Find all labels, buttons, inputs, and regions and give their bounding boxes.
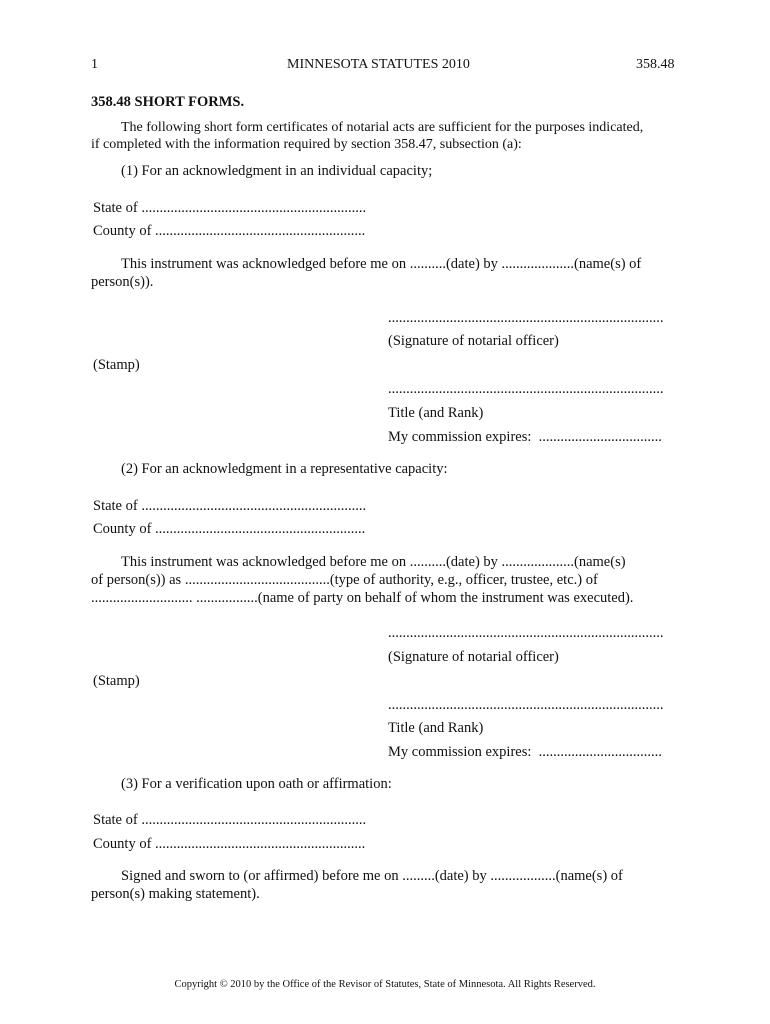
form1-title-label: Title (and Rank) [388,405,484,421]
form3-county-line: County of .......................................................... [93,836,366,852]
form2-state-line: State of .............................................................. [93,498,367,514]
section-number: 358.48 [636,57,675,72]
form3-body-line-1: Signed and sworn to (or affirmed) before me on .........(date) by ..................(name(s) of [121,868,623,884]
form2-commission-expires: My commission expires: .................................. [388,744,662,760]
document-title: MINNESOTA STATUTES 2010 [287,57,470,72]
form2-body-line-1: This instrument was acknowledged before me on ..........(date) by ....................(name(s) [121,554,626,570]
form3-body-line-2: person(s) making statement). [91,886,260,902]
form2-signature-label: (Signature of notarial officer) [388,649,559,665]
form2-stamp-label: (Stamp) [93,673,140,689]
form2-caption: (2) For an acknowledgment in a representative capacity: [121,461,448,477]
form2-title-line: ............................................................................ [388,697,664,713]
form3-state-line: State of .............................................................. [93,812,367,828]
form1-title-line: ............................................................................ [388,381,664,397]
form2-signature-line: ............................................................................ [388,625,664,641]
form1-state-line: State of .............................................................. [93,200,367,216]
copyright-footer: Copyright © 2010 by the Office of the Revisor of Statutes, State of Minnesota. All Rights Reserved. [174,979,596,990]
form1-signature-line: ............................................................................ [388,310,664,326]
form1-county-line: County of .......................................................... [93,223,366,239]
form1-body-line-2: person(s)). [91,274,154,290]
form1-stamp-label: (Stamp) [93,357,140,373]
form2-body-line-2: of person(s)) as ........................................(type of authority, e.g., officer, trustee, etc.) of [91,572,598,588]
page-number: 1 [91,57,98,72]
form3-caption: (3) For a verification upon oath or affirmation: [121,776,392,792]
form1-signature-label: (Signature of notarial officer) [388,333,559,349]
form1-caption: (1) For an acknowledgment in an individual capacity; [121,163,433,179]
form2-title-label: Title (and Rank) [388,720,484,736]
section-heading: 358.48 SHORT FORMS. [91,94,245,110]
form1-body-line-1: This instrument was acknowledged before me on ..........(date) by ....................(name(s) of [121,256,642,272]
intro-line-2: if completed with the information required by section 358.47, subsection (a): [91,137,522,152]
form1-commission-expires: My commission expires: .................................. [388,429,662,445]
form2-county-line: County of .......................................................... [93,521,366,537]
intro-line-1: The following short form certificates of notarial acts are sufficient for the purposes indicated, [121,120,644,135]
form2-body-line-3: ............................ .................(name of party on behalf of whom the instrument was executed). [91,590,634,606]
